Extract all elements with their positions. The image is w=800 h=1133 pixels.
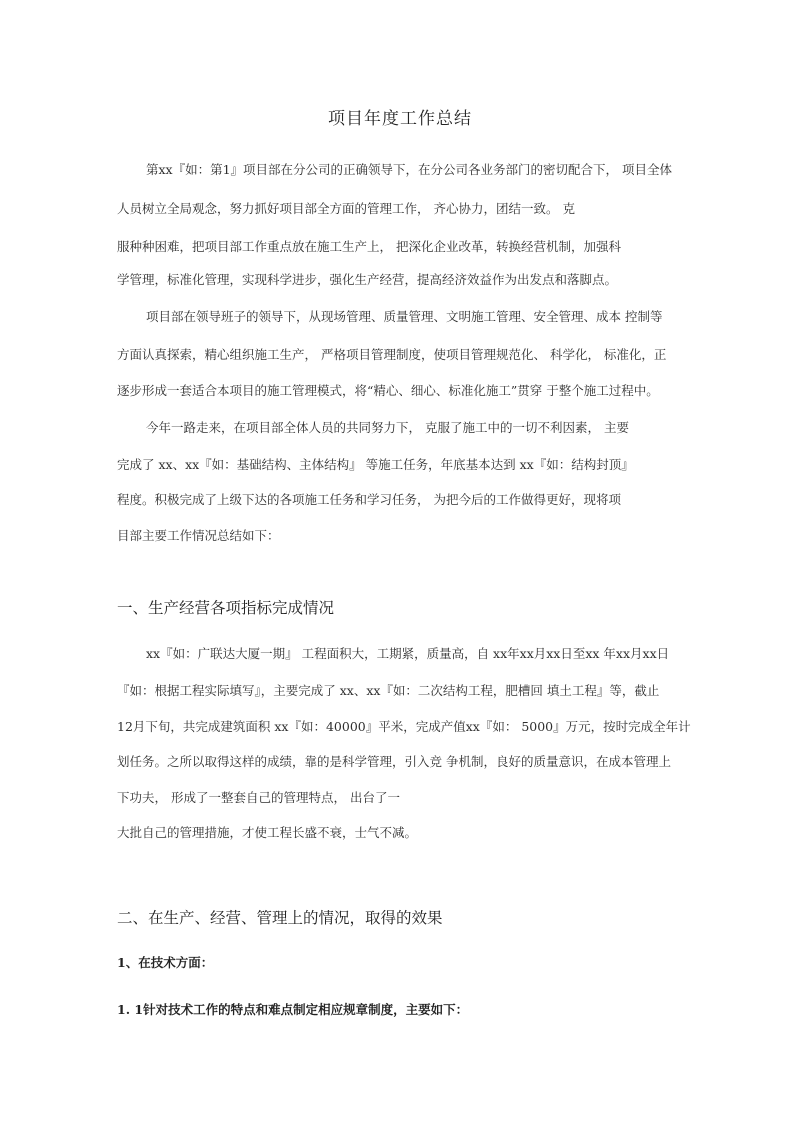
section-heading: 二、在生产、经营、管理上的情况，取得的效果 [117, 909, 443, 927]
paragraph-line: 划任务。之所以取得这样的成绩，靠的是科学管理，引入竞 争机制，良好的质量意识，在成本管理上 [117, 754, 671, 769]
paragraph-line: 下功夫， 形成了一整套自己的管理特点， 出台了一 [117, 790, 400, 805]
paragraph-line: 方面认真探索，精心组织施工生产， 严格项目管理制度，使项目管理规范化、 科学化， 标准化，正 [117, 347, 667, 362]
paragraph-line: 大批自己的管理措施，才使工程长盛不衰，士气不减。 [117, 825, 418, 840]
paragraph-line: 第xx『如：第1』项目部在分公司的正确领导下，在分公司各业务部门的密切配合下， 项目全体 [146, 162, 673, 177]
paragraph-line: 学管理，标准化管理，实现科学进步，强化生产经营，提高经济效益作为出发点和落脚点。 [117, 272, 618, 287]
paragraph-line: 服种种困难，把项目部工作重点放在施工生产上， 把深化企业改革，转换经营机制，加强科 [117, 239, 621, 254]
paragraph-line: 『如：根据工程实际填写』，主要完成了 xx、xx『如：二次结构工程，肥槽回 填土工程』等，截止 [117, 683, 660, 698]
paragraph-line: 人员树立全局观念，努力抓好项目部全方面的管理工作， 齐心协力，团结一致。 克 [117, 201, 575, 216]
section-heading: 一、生产经营各项指标完成情况 [117, 599, 335, 617]
paragraph-line: 12月下旬，共完成建筑面积 xx『如：40000』平米，完成产值xx『如： 5000』万元，按时完成全年计 [117, 719, 691, 734]
paragraph-line: xx『如：广联达大厦一期』 工程面积大，工期紧，质量高，自 xx年xx月xx日至xx 年xx月xx日 [146, 646, 670, 661]
paragraph-line: 目部主要工作情况总结如下： [117, 528, 280, 543]
paragraph-line: 程度。积极完成了上级下达的各项施工任务和学习任务， 为把今后的工作做得更好，现将项 [117, 492, 621, 507]
paragraph-line: 项目部在领导班子的领导下，从现场管理、质量管理、文明施工管理、安全管理、成本 控制等 [146, 309, 663, 324]
subsection-heading: 1、在技术方面： [117, 955, 214, 970]
subsection-heading: 1. 1针对技术工作的特点和难点制定相应规章制度，主要如下： [117, 1002, 469, 1017]
paragraph-line: 完成了 xx、xx『如：基础结构、主体结构』 等施工任务，年底基本达到 xx『如：结构封顶』 [117, 457, 634, 472]
paragraph-line: 逐步形成一套适合本项目的施工管理模式，将“精心、细心、标准化施工”贯穿 于整个施工过程中。 [117, 383, 659, 398]
document-title: 项目年度工作总结 [328, 109, 472, 129]
paragraph-line: 今年一路走来，在项目部全体人员的共同努力下， 克服了施工中的一切不利因素， 主要 [146, 420, 629, 435]
